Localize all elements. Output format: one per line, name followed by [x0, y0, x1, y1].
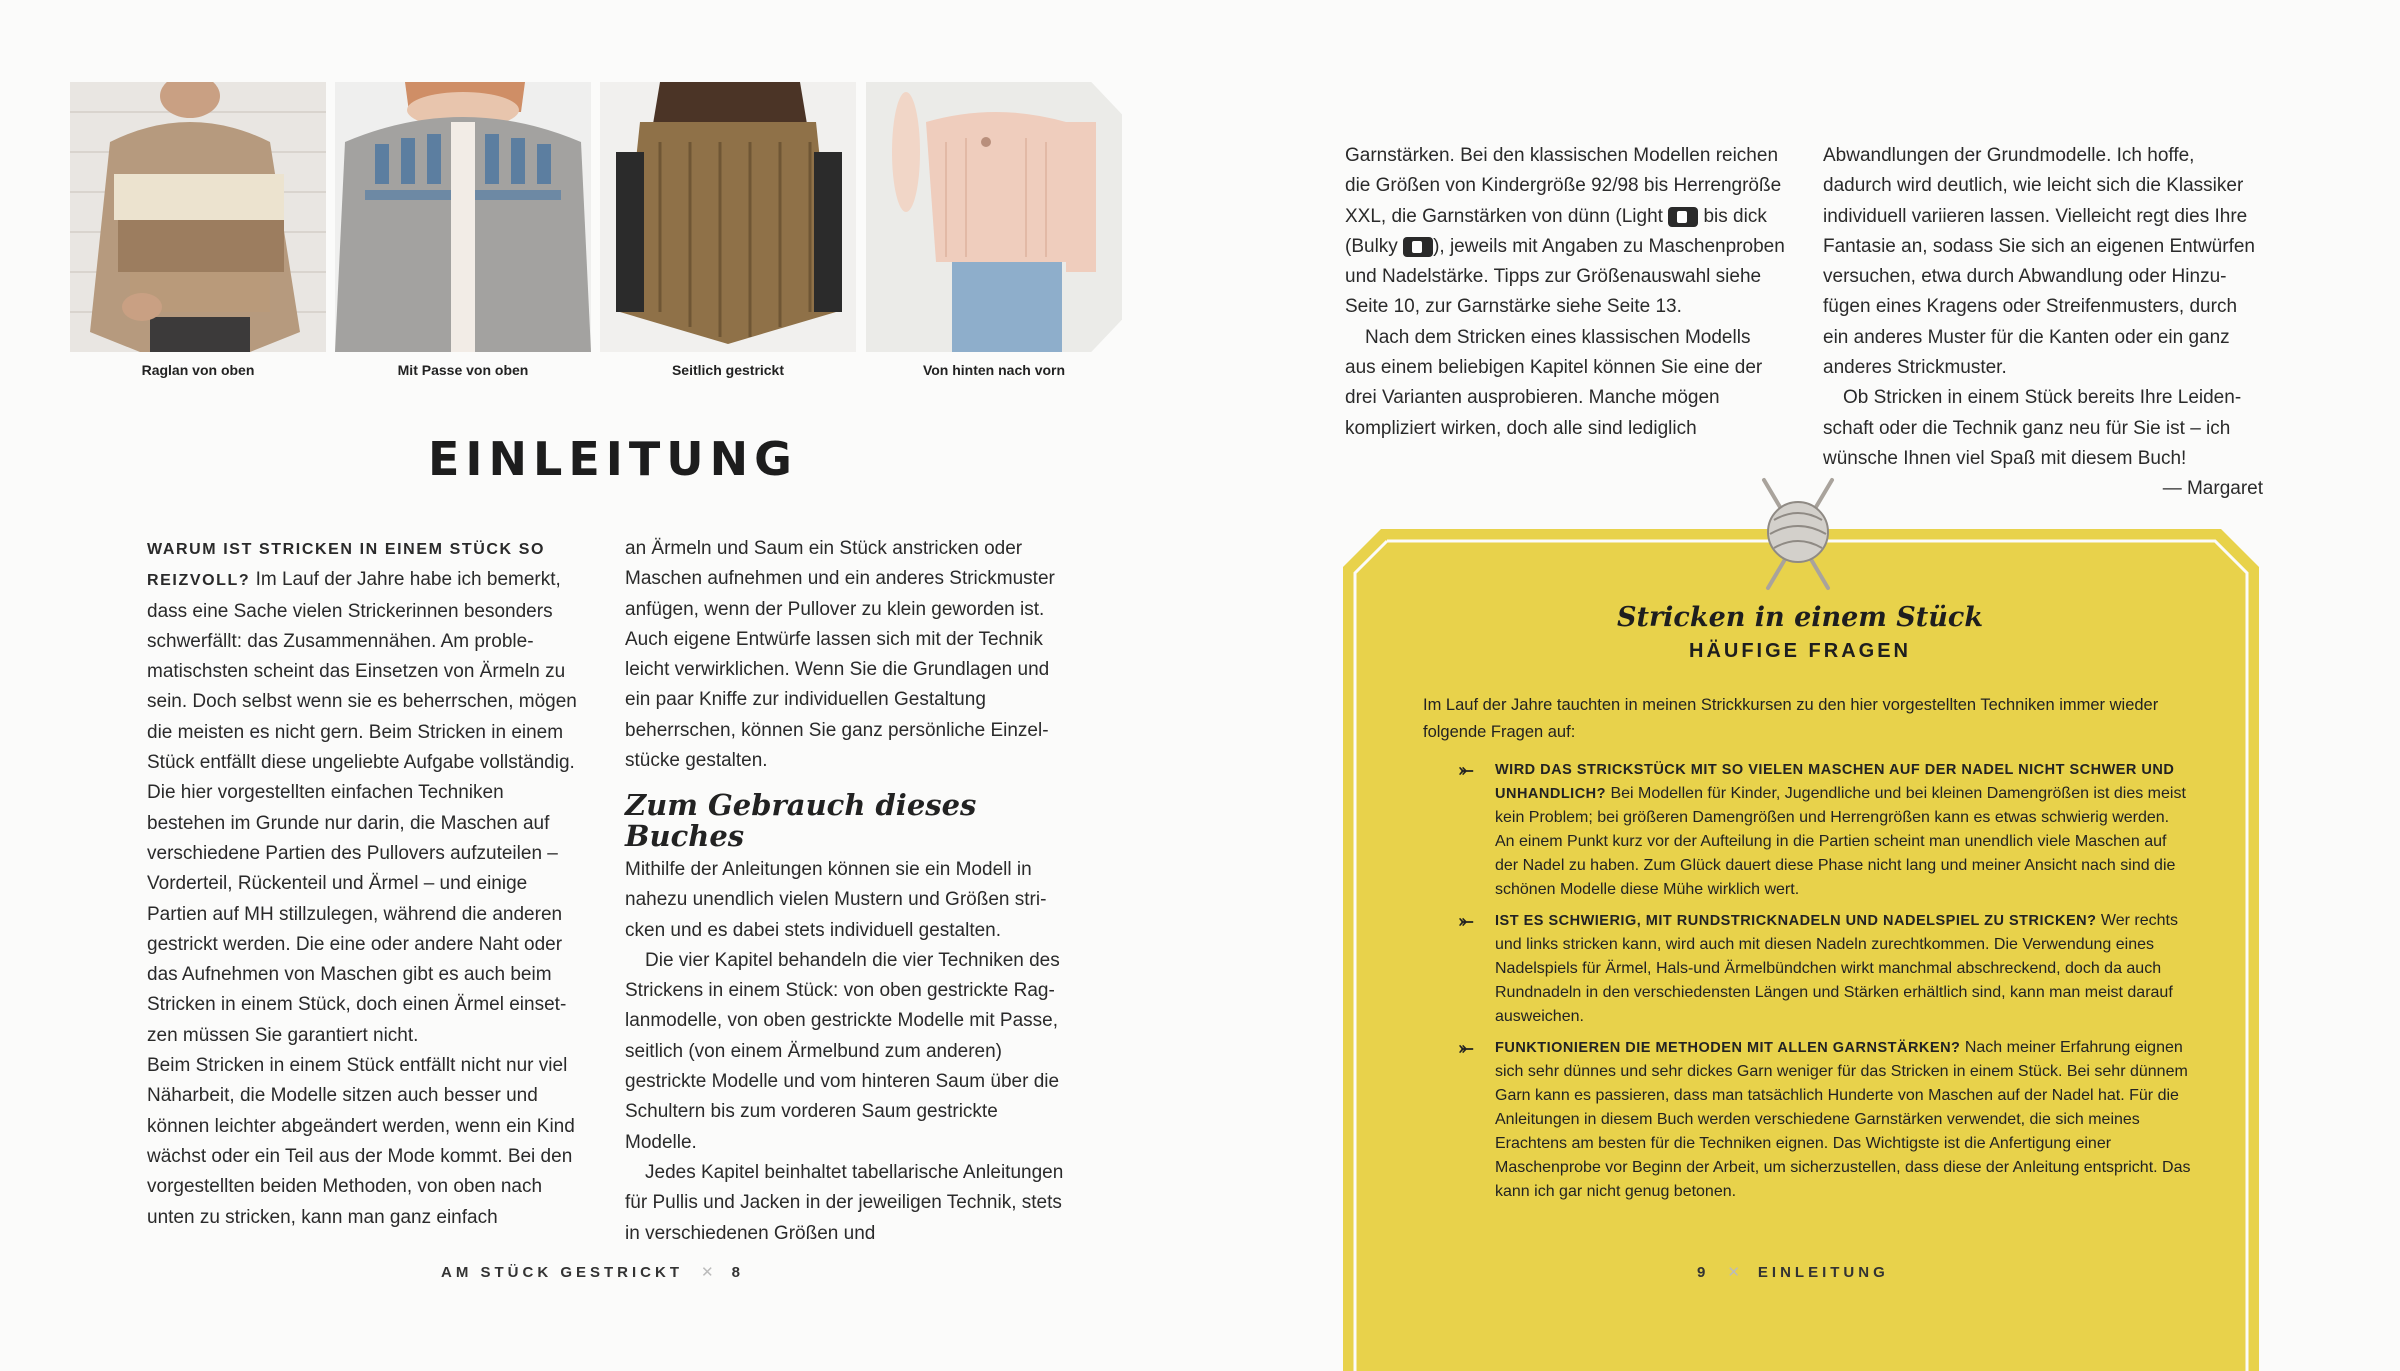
faq-question: WIRD DAS STRICKSTÜCK MIT SO VIELEN MASCHEN AUF DER NADEL NICHT SCHWER UND UNHANDLICH?: [1495, 762, 2175, 802]
signature: — Margaret: [2162, 478, 2263, 500]
photo-caption: Seitlich gestrickt: [671, 362, 785, 378]
photo-strip: [70, 82, 1122, 352]
arrow-icon: ⤜: [1459, 760, 1474, 780]
running-title: AM STÜCK GESTRICKT: [441, 1264, 683, 1281]
paragraph-text: Im Lauf der Jahre habe ich bemerkt, dass eine Sache vielen Strickerinnen besonders schwerfällt: das Zusammennähen. Am problematischsten scheint das Einsetzen von Ärmeln zu sein. Doch selbst wenn sie es beherrschen, mögen die meisten es nicht gern. Beim Stricken in einem Stück entfällt diese ungeliebte Aufgabe vollständig. Die hier vorgestellten einfachen Techniken bestehen im Grunde nur darin, die Maschen auf verschiedene Partien des Pullovers aufzuteilen – Vorderteil, Rückenteil und Ärmel – und einige Partien auf MH stillzulegen, während die anderen gestrickt werden. Die eine oder andere Naht oder das Aufnehmen von Maschen gibt es auch beim Stricken in einem Stück, doch einen Ärmel einsetzen müssen Sie garantiert nicht.: [147, 569, 577, 1046]
faq-subtitle: HÄUFIGE FRAGEN: [1689, 640, 1911, 662]
separator-cross-icon: ✕: [1727, 1264, 1740, 1281]
body-column-3: [1345, 141, 1785, 444]
paragraph-text: bis dick (Bulky: [1345, 205, 1767, 257]
paragraph: [1345, 141, 1785, 323]
faq-question: FUNKTIONIEREN DIE METHODEN MIT ALLEN GARNSTÄRKEN?: [1495, 1040, 1961, 1056]
intro-paragraph: [147, 534, 577, 1051]
chapter-title: EINLEITUNG: [428, 432, 798, 486]
paragraph: Jedes Kapitel beinhaltet tabellarische Anleitungen für Pullis und Jacken in der jeweiligen Technik, stets in verschiedenen Größen und: [625, 1161, 1064, 1244]
faq-item: [1459, 758, 2191, 902]
arrow-icon: ⤜: [1459, 911, 1474, 931]
paragraph: Ob Stricken in einem Stück bereits Ihre Leidenschaft oder die Technik ganz neu für Sie ist – ich wünsche Ihnen viel Spaß mit diesem Buch!: [1823, 387, 2242, 469]
body-column-2: [625, 534, 1065, 1249]
faq-list: [1459, 758, 2191, 1211]
paragraph-text: ), jeweils mit Angaben zu Maschenproben und Nadelstärke. Tipps zur Größenauswahl siehe Seite 10, zur Garnstärke siehe Seite 13.: [1345, 235, 1785, 318]
paragraph: Mithilfe der Anleitungen können sie ein Modell in nahezu unendlich vielen Mustern und Größen stricken und es dabei stets individuell gestalten.: [625, 858, 1047, 941]
faq-item: [1459, 1036, 2191, 1204]
body-column-1: [147, 534, 577, 1233]
photo-caption: Raglan von oben: [141, 362, 255, 378]
faq-question: IST ES SCHWIERIG, MIT RUNDSTRICKNADELN UND NADELSPIEL ZU STRICKEN?: [1495, 913, 2097, 929]
paragraph: Die vier Kapitel behandeln die vier Techniken des Strickens in einem Stück: von oben gestrickte Raglanmodelle, von oben gestrickte Modelle mit Passe, seitlich (von einem Ärmelbund zum anderen) gestrickte Modelle und vom hinteren Saum über die Schultern bis zum vorderen Saum gestrickte Modelle.: [625, 949, 1060, 1153]
separator-cross-icon: ✕: [701, 1264, 714, 1281]
photo-back-to-front-cardigan: [866, 82, 1122, 352]
paragraph-text: Garnstärken. Bei den klassischen Modellen reichen die Größen von Kindergröße 92/98 bis Herrengröße XXL, die Garnstärken von dünn (Light: [1345, 145, 1782, 227]
page-number: 8: [731, 1264, 744, 1281]
lead-in: WARUM IST STRICKEN IN EINEM STÜCK SO REIZVOLL?: [147, 541, 546, 590]
photo-yoke-cardigan: [335, 82, 591, 352]
paragraph: Nach dem Stricken eines klassischen Modells aus einem beliebigen Kapitel können Sie eine der drei Varianten ausprobieren. Manche mögen kompliziert wirken, doch alle sind lediglich: [1345, 326, 1763, 439]
faq-answer: Wer rechts und links stricken kann, wird auch mit diesen Nadeln zurechtkommen. Die Verwendung eines Nadelspiels für Ärmel, Hals-und Ärmelbündchen wirkt manchmal abschreckend, doch da auch Rundnadeln in den verschiedensten Längen und Stärken erhältlich sind, kann man meist darauf ausweichen.: [1495, 912, 2178, 1025]
knitting-needles-yarn-icon: [1754, 476, 1842, 594]
faq-answer: Bei Modellen für Kinder, Jugendliche und bei kleinen Damengrößen ist dies meist kein Problem; bei größeren Damengrößen und Herrengrößen kann es etwas schwierig werden. An einem Punkt kurz vor der Aufteilung in die Partien scheint man unendlich viele Maschen auf der Nadel zu haben. Zum Glück dauert diese Phase nicht lang und meiner Ansicht nach sind die schönen Modelle diese Mühe wirklich wert.: [1495, 785, 2186, 898]
section-heading: Zum Gebrauch dieses Buches: [625, 788, 977, 853]
yarn-weight-light-icon: [1668, 207, 1698, 227]
folio-right: [1697, 1263, 1889, 1281]
photo-side-knit-vest: [600, 82, 856, 352]
arrow-icon: ⤜: [1459, 1038, 1474, 1058]
paragraph: Beim Stricken in einem Stück entfällt nicht nur viel Näharbeit, die Modelle sitzen auch besser und können leichter abgeändert werden, wenn ein Kind wächst oder ein Teil aus der Mode kommt. Bei den vorgestellten beiden Methoden, von oben nach unten zu stricken, kann man ganz einfach: [147, 1055, 575, 1228]
faq-answer: Nach meiner Erfahrung eignen sich sehr dünnes und sehr dickes Garn weniger für das Stricken in einem Stück. Bei sehr dünnem Garn kann es passieren, dass man tatsächlich Hunderte von Maschen auf der Nadel hat. Für die Anleitungen in diesem Buch werden verschiedene Garnstärken verwendet, die sich meines Erachtens am besten für die Techniken eignen. Das Wichtigste ist die Anfertigung einer Maschenprobe vor Beginn der Arbeit, um sicherzustellen, dass diese der Anleitung entspricht. Das kann ich gar nicht genug betonen.: [1495, 1039, 2191, 1200]
faq-title: Stricken in einem Stück: [1616, 602, 1984, 633]
photo-caption: Von hinten nach vorn: [922, 362, 1066, 378]
yarn-weight-bulky-icon: [1403, 237, 1433, 257]
running-title: EINLEITUNG: [1757, 1264, 1889, 1281]
faq-intro: Im Lauf der Jahre tauchten in meinen Strickkursen zu den hier vorgestellten Techniken immer wieder folgende Fragen auf:: [1423, 696, 2159, 741]
faq-item: [1459, 909, 2191, 1029]
photo-caption: Mit Passe von oben: [397, 362, 529, 378]
paragraph: Abwandlungen der Grundmodelle. Ich hoffe, dadurch wird deutlich, wie leicht sich die Klassiker individuell variieren lassen. Vielleicht regt dies Ihre Fantasie an, sodass Sie sich an eigenen Entwürfen versuchen, etwa durch Abwandlung oder Hinzufügen eines Kragens oder Streifenmusters, durch ein anderes Muster für die Kanten oder ein ganz anderes Strickmuster.: [1823, 145, 2255, 379]
paragraph: an Ärmeln und Saum ein Stück anstricken oder Maschen aufnehmen und ein anderes Strickmuster anfügen, wenn der Pullover zu klein geworden ist. Auch eigene Entwürfe lassen sich mit der Technik leicht verwirklichen. Wenn Sie die Grundlagen und ein paar Kniffe zur individuellen Gestaltung beherrschen, können Sie ganz persönliche Einzelstücke gestalten.: [625, 538, 1055, 772]
folio-left: [441, 1263, 744, 1281]
page-number: 9: [1697, 1264, 1710, 1281]
body-column-4: [1823, 141, 2263, 505]
photo-raglan-sweater: [70, 82, 326, 352]
